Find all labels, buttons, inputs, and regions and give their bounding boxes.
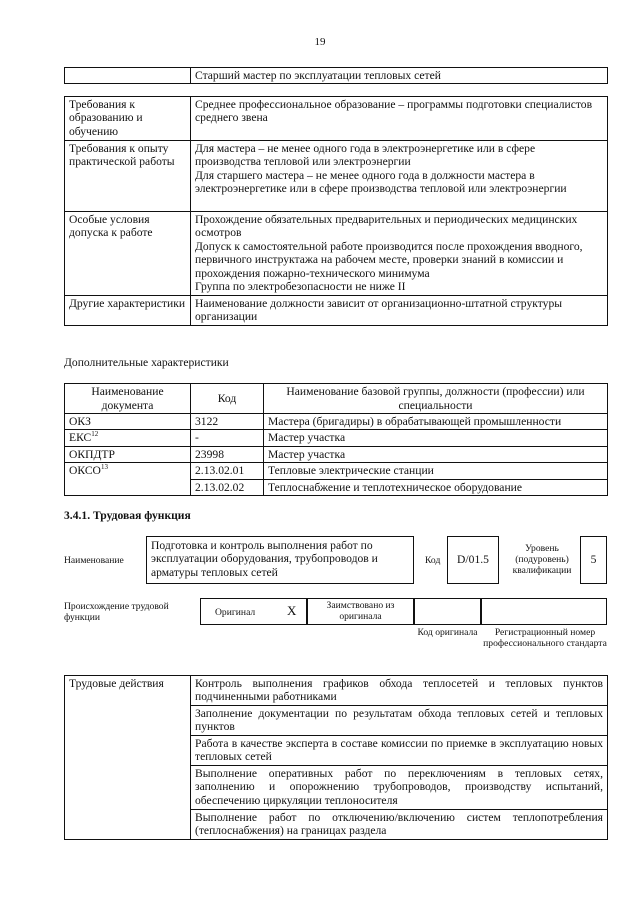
reg-number-box (481, 598, 607, 625)
code-cell: 2.13.02.02 (191, 479, 264, 495)
requirement-line: Наименование должности зависит от организационно-штатной структуры организации (195, 297, 563, 324)
doc-cell (65, 414, 191, 430)
name-cell: Мастера (бригадиры) в обрабатывающей промышленности (264, 414, 608, 430)
function-name: Подготовка и контроль выполнения работ по эксплуатации оборудования, трубопроводов и арматуры тепловых сетей (151, 539, 378, 579)
position-title-table (64, 67, 608, 84)
function-heading: 3.4.1. Трудовая функция (64, 509, 191, 522)
doc-name: ОКЗ (69, 415, 91, 428)
table-row (65, 676, 608, 706)
requirement-row (65, 97, 608, 141)
header-code: Код (191, 384, 264, 414)
doc-name: ЕКС (69, 431, 92, 445)
requirement-row (65, 212, 608, 296)
requirement-value (191, 212, 608, 296)
table-row (65, 430, 608, 446)
requirement-label: Другие характеристики (65, 296, 191, 326)
footnote-ref: 13 (100, 463, 108, 472)
code-cell: 23998 (191, 446, 264, 462)
code-cell: - (191, 430, 264, 446)
borrowed-box (307, 598, 414, 625)
original-box (200, 598, 307, 625)
level-label: Уровень (подуровень) квалификации (512, 543, 572, 576)
function-code: D/01.5 (457, 553, 489, 567)
action-item: Выполнение оперативных работ по переключениям в тепловых сетях, заполнению и опорожнению трубопроводов, производству испытаний, обеспечению циркуляции теплоносителя (191, 766, 608, 810)
requirement-row (65, 141, 608, 212)
requirement-line: Группа по электробезопасности не ниже II (195, 280, 406, 294)
function-name-box (146, 536, 414, 584)
action-item: Заполнение документации по результатам обхода тепловых сетей и тепловых пунктов (191, 706, 608, 736)
function-code-box (447, 536, 499, 584)
requirement-value (191, 97, 608, 141)
name-cell: Тепловые электрические станции (264, 463, 608, 479)
header-name: Наименование базовой группы, должности (профессии) или специальности (264, 384, 608, 414)
table-row (65, 463, 608, 479)
action-item: Контроль выполнения графиков обхода теплосетей и тепловых пунктов подчиненными работниками (191, 676, 608, 706)
code-original-label: Код оригинала (417, 627, 478, 638)
requirement-line: Для мастера – не менее одного года в электроэнергетике или в сфере производства тепловой или электроэнергии (195, 142, 536, 169)
action-item: Выполнение работ по отключению/включению систем теплопотребления (теплоснабжения) на границах раздела (191, 810, 608, 840)
requirement-value (191, 141, 608, 212)
page-number: 19 (314, 36, 326, 48)
level-box (580, 536, 607, 584)
origin-label: Происхождение трудовой функции (64, 601, 169, 623)
name-cell: Мастер участка (264, 430, 608, 446)
code-cell: 2.13.02.01 (191, 463, 264, 479)
doc-cell (65, 463, 191, 496)
table-row (65, 446, 608, 462)
doc-cell (65, 446, 191, 462)
empty-cell (65, 68, 191, 84)
requirement-row (65, 296, 608, 326)
requirement-line: Среднее профессиональное образование – программы подготовки специалистов среднего звена (195, 98, 593, 125)
borrowed-label: Заимствовано из оригинала (326, 600, 395, 622)
requirement-label: Требования к опыту практической работы (65, 141, 191, 212)
doc-name: ОКПДТР (69, 447, 115, 461)
additional-table (64, 383, 608, 496)
additional-header-row (65, 384, 608, 414)
additional-title: Дополнительные характеристики (64, 356, 229, 369)
name-cell: Теплоснабжение и теплотехническое оборудование (264, 479, 608, 495)
original-code-box (414, 598, 481, 625)
actions-table (64, 675, 608, 840)
requirement-line: Допуск к самостоятельной работе производится после прохождения вводного, первичного инструктажа на рабочем месте, проверки знаний в комиссии и прохождения пожарно-технического минимума (195, 239, 583, 280)
table-row (65, 414, 608, 430)
actions-label: Трудовые действия (65, 676, 191, 840)
header-doc: Наименование документа (65, 384, 191, 414)
reg-number-label: Регистрационный номер профессионального стандарта (483, 627, 607, 649)
requirement-label: Требования к образованию и обучению (65, 97, 191, 141)
code-cell: 3122 (191, 414, 264, 430)
doc-cell (65, 430, 191, 446)
doc-name: ОКСО (69, 464, 101, 478)
requirement-line: Прохождение обязательных предварительных и периодических медицинских осмотров (195, 213, 578, 240)
original-label: Оригинал (215, 607, 256, 618)
level-value: 5 (590, 553, 597, 567)
position-title: Старший мастер по эксплуатации тепловых сетей (191, 68, 608, 84)
code-label: Код (425, 555, 441, 566)
requirements-table (64, 96, 608, 326)
name-label: Наименование (64, 555, 124, 566)
requirement-line: Для старшего мастера – не менее одного года в должности мастера в электроэнергетике или в сфере производства тепловой или электроэнергии (195, 168, 567, 196)
original-mark: X (287, 603, 297, 618)
requirement-value (191, 296, 608, 326)
action-item: Работа в качестве эксперта в составе комиссии по приемке в эксплуатацию новых тепловых сетей (191, 736, 608, 766)
footnote-ref: 12 (91, 430, 99, 439)
requirement-label: Особые условия допуска к работе (65, 212, 191, 296)
name-cell: Мастер участка (264, 446, 608, 462)
